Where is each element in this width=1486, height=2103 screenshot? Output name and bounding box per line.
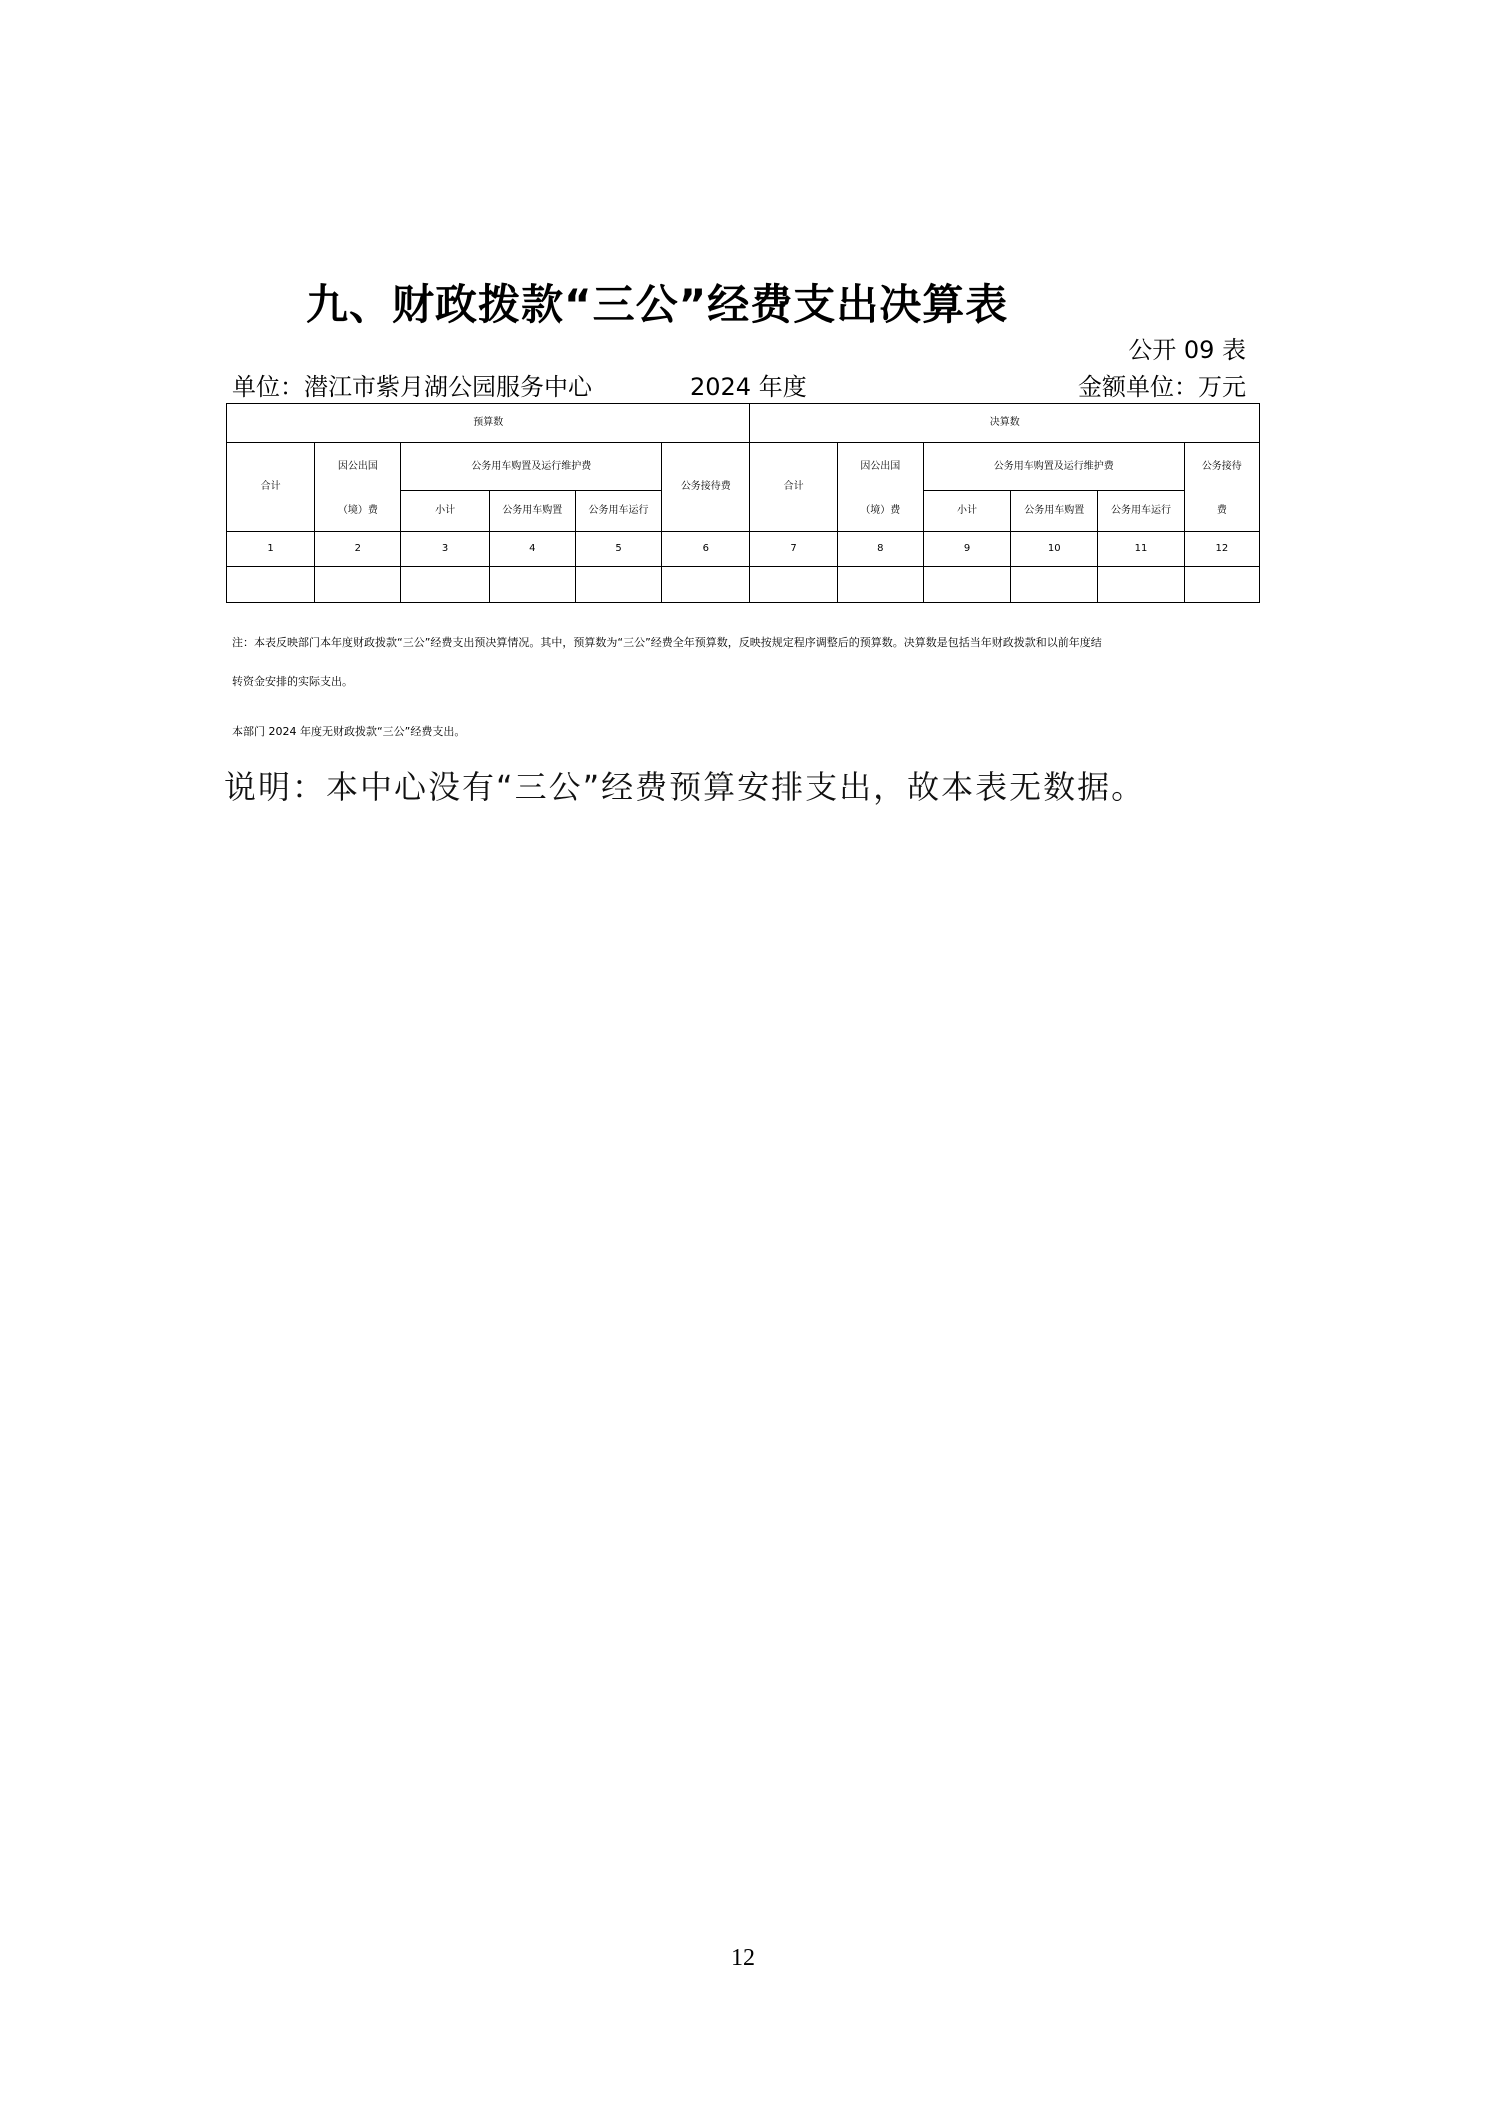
final-vehicle-header: 公务用车购置及运行维护费 bbox=[923, 443, 1184, 491]
table-cell bbox=[1184, 567, 1259, 603]
final-total-header: 合计 bbox=[750, 443, 837, 532]
col-number: 11 bbox=[1098, 532, 1184, 567]
col-number: 10 bbox=[1011, 532, 1098, 567]
col-number: 7 bbox=[750, 532, 837, 567]
col-number: 8 bbox=[837, 532, 923, 567]
col-number: 5 bbox=[575, 532, 661, 567]
final-subtotal-header: 小计 bbox=[923, 491, 1010, 532]
final-group-header: 决算数 bbox=[750, 404, 1260, 443]
explanation-text: 说明：本中心没有“三公”经费预算安排支出，故本表无数据。 bbox=[224, 768, 1146, 806]
table-cell bbox=[1098, 567, 1184, 603]
budget-operation-header: 公务用车运行 bbox=[575, 491, 661, 532]
table-cell bbox=[227, 567, 315, 603]
final-abroad-header-cont: （境）费 bbox=[837, 491, 923, 532]
col-number: 6 bbox=[662, 532, 750, 567]
col-number: 4 bbox=[489, 532, 575, 567]
budget-abroad-header-cont: （境）费 bbox=[315, 491, 401, 532]
three-public-expense-grid bbox=[226, 403, 1260, 603]
table-row bbox=[227, 567, 1260, 603]
table-cell bbox=[401, 567, 489, 603]
final-reception-header: 公务接待 bbox=[1184, 443, 1259, 491]
budget-total-header: 合计 bbox=[227, 443, 315, 532]
budget-group-header: 预算数 bbox=[227, 404, 750, 443]
table-cell bbox=[923, 567, 1010, 603]
final-operation-header: 公务用车运行 bbox=[1098, 491, 1184, 532]
table-note-line-2: 转资金安排的实际支出。 bbox=[232, 675, 353, 688]
table-cell bbox=[489, 567, 575, 603]
final-reception-header-cont: 费 bbox=[1184, 491, 1259, 532]
col-number: 9 bbox=[923, 532, 1010, 567]
table-note-line-3: 本部门 2024 年度无财政拨款“三公”经费支出。 bbox=[232, 725, 466, 738]
col-number: 12 bbox=[1184, 532, 1259, 567]
final-purchase-header: 公务用车购置 bbox=[1011, 491, 1098, 532]
table-cell bbox=[750, 567, 837, 603]
final-abroad-header: 因公出国 bbox=[837, 443, 923, 491]
page-number: 12 bbox=[731, 1945, 755, 1971]
table-cell bbox=[837, 567, 923, 603]
currency-unit: 金额单位：万元 bbox=[1078, 373, 1246, 401]
col-number: 3 bbox=[401, 532, 489, 567]
reporting-unit: 单位：潜江市紫月湖公园服务中心 bbox=[232, 373, 592, 401]
table-cell bbox=[315, 567, 401, 603]
fiscal-year: 2024 年度 bbox=[690, 373, 807, 401]
table-cell bbox=[1011, 567, 1098, 603]
col-number: 1 bbox=[227, 532, 315, 567]
page-title: 九、财政拨款“三公”经费支出决算表 bbox=[306, 280, 1009, 329]
table-note-line-1: 注：本表反映部门本年度财政拨款“三公”经费支出预决算情况。其中，预算数为“三公”经费全年预算数，反映按规定程序调整后的预算数。决算数是包括当年财政拨款和以前年度结 bbox=[232, 636, 1102, 649]
table-cell bbox=[662, 567, 750, 603]
budget-abroad-header: 因公出国 bbox=[315, 443, 401, 491]
budget-subtotal-header: 小计 bbox=[401, 491, 489, 532]
expense-table bbox=[226, 403, 1260, 603]
budget-vehicle-header: 公务用车购置及运行维护费 bbox=[401, 443, 662, 491]
col-number: 2 bbox=[315, 532, 401, 567]
form-number: 公开 09 表 bbox=[1128, 336, 1246, 364]
budget-purchase-header: 公务用车购置 bbox=[489, 491, 575, 532]
budget-reception-header: 公务接待费 bbox=[662, 443, 750, 532]
table-cell bbox=[575, 567, 661, 603]
